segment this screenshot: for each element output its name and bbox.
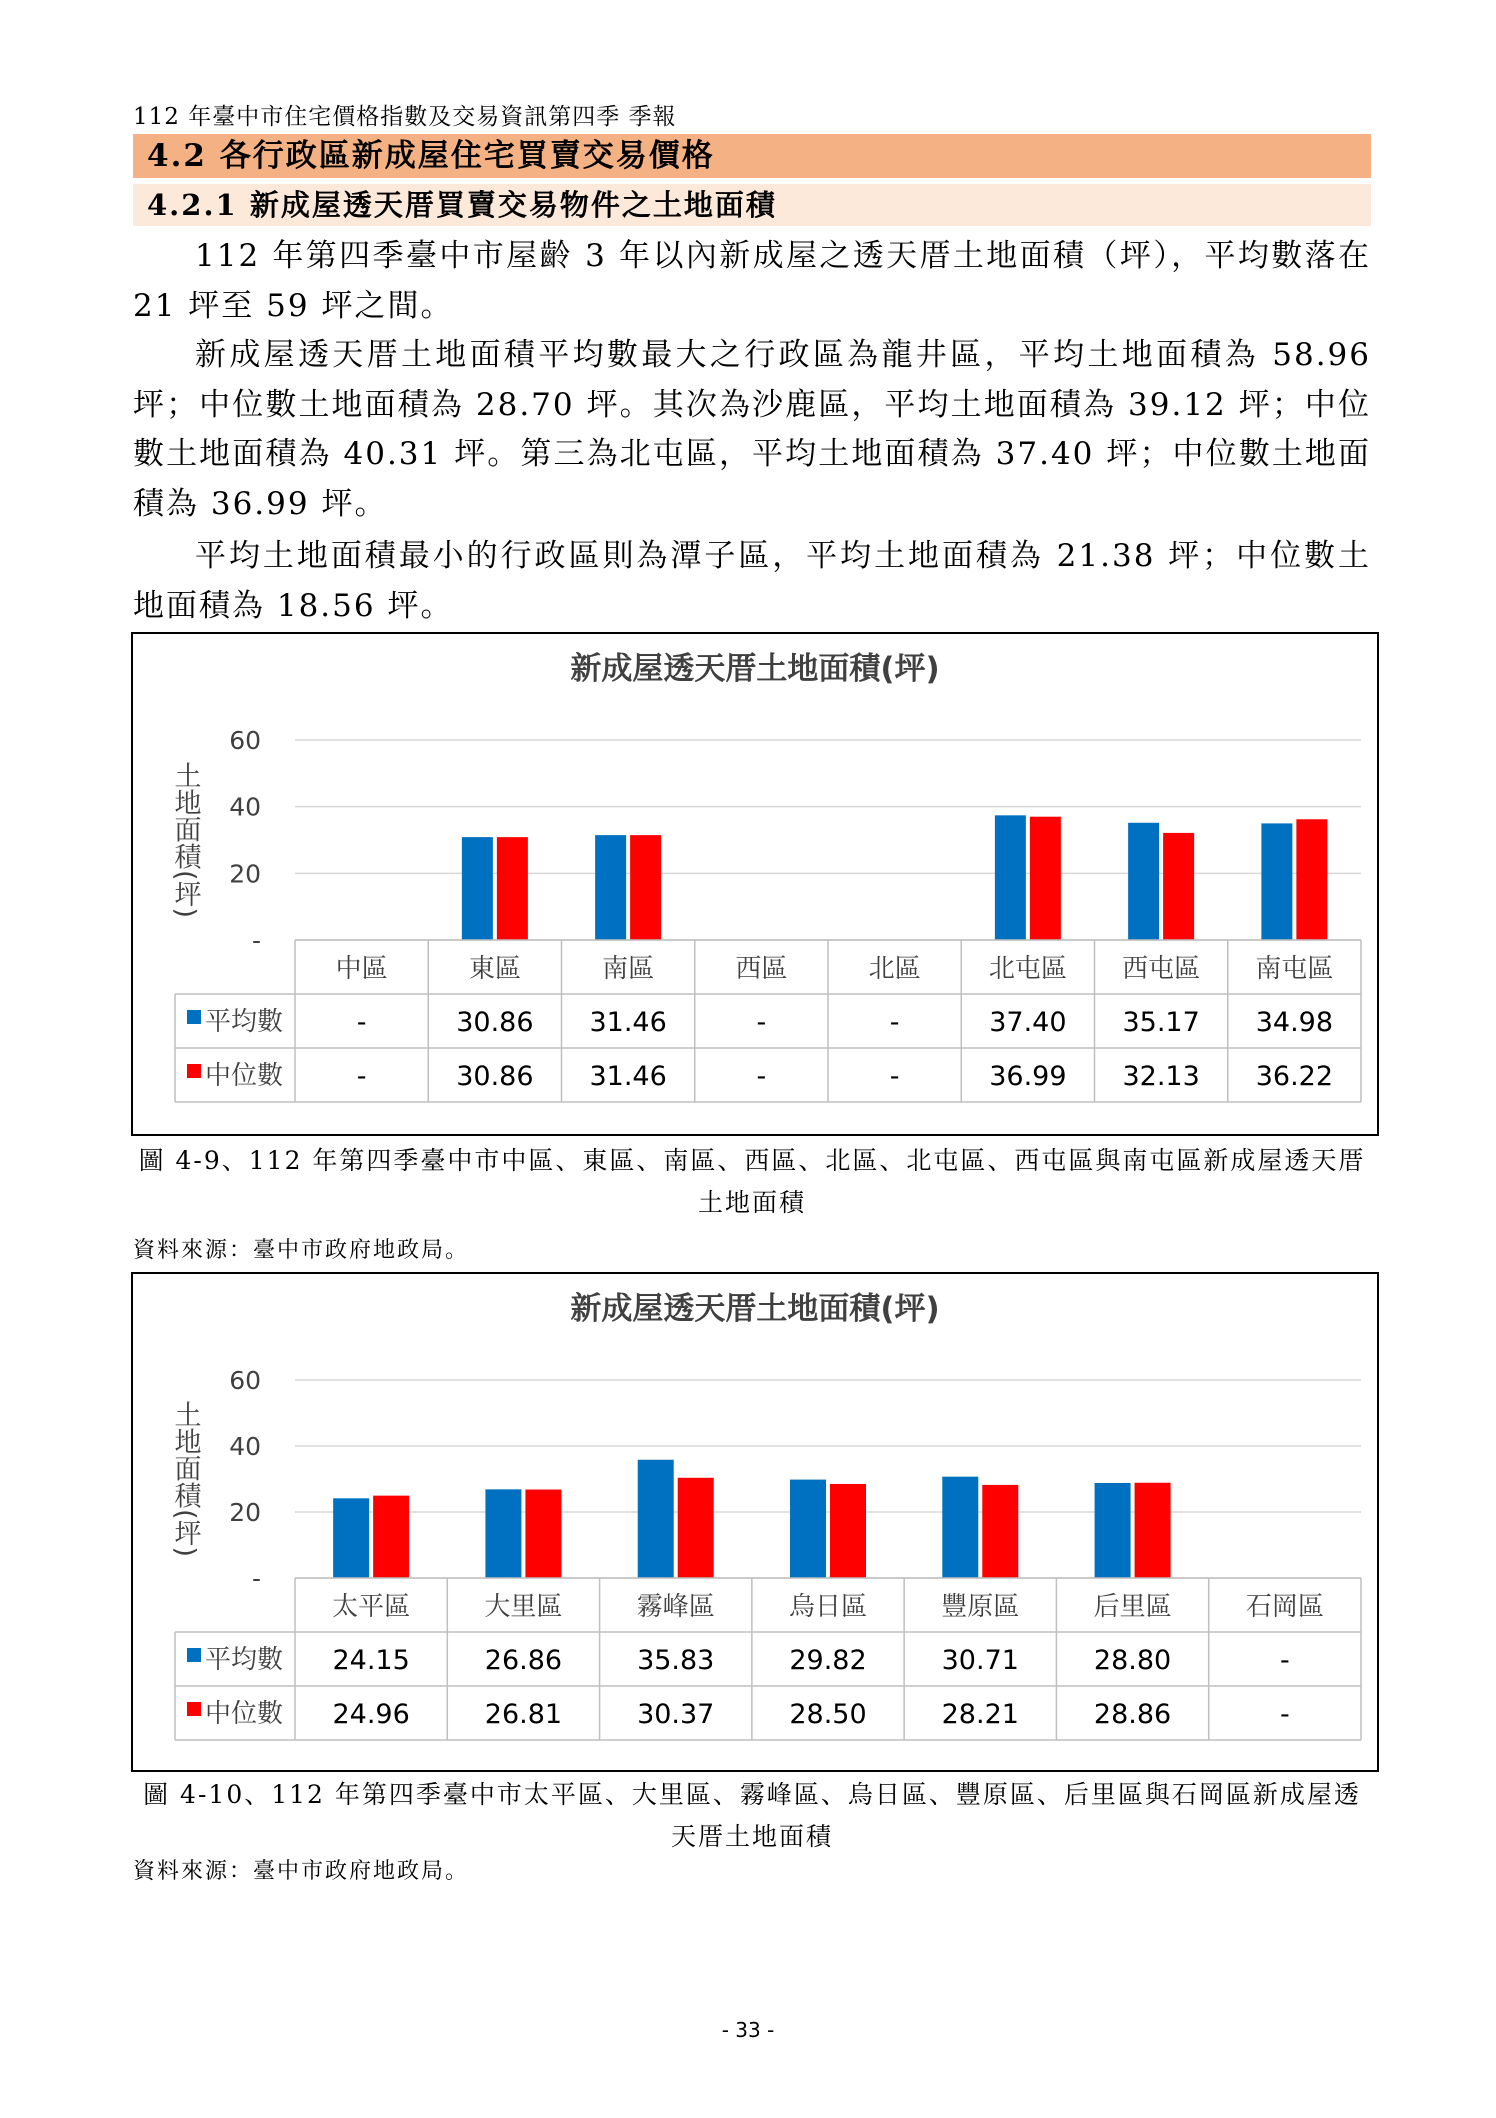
category-label: 太平區 [332,1592,411,1622]
y-axis-label: 土地面積(坪) [169,761,201,919]
data-label: 32.13 [1122,1061,1200,1092]
bar-mean [595,835,626,940]
category-label: 北屯區 [988,954,1067,984]
category-label: 中區 [335,954,388,984]
data-label: 28.86 [1093,1699,1172,1730]
category-label: 后里區 [1093,1592,1172,1622]
legend-label: 中位數 [205,1061,284,1091]
running-header: 112 年臺中市住宅價格指數及交易資訊第四季 季報 [133,104,677,130]
figure-caption: 圖 4-9、112 年第四季臺中市中區、東區、南區、西區、北區、北屯區、西屯區與南屯區新成屋透天厝土地面積 [138,1146,1366,1217]
category-label: 南屯區 [1255,954,1334,984]
data-label: - [356,1007,367,1038]
data-label: 31.46 [589,1007,667,1038]
y-tick-label: - [251,1564,261,1593]
chart-4-9 [131,632,1379,1136]
bar-mean [1095,1483,1131,1578]
data-source: 資料來源：臺中市政府地政局。 [133,1238,470,1263]
legend-label: 平均數 [205,1007,284,1037]
category-label: 石岡區 [1245,1592,1324,1622]
bar-median [1030,817,1061,940]
paragraph: 平均土地面積最小的行政區則為潭子區，平均土地面積為 21.38 坪；中位數土地面積為 18.56 坪。 [133,538,1371,624]
data-source: 資料來源：臺中市政府地政局。 [133,1859,470,1884]
section-heading: 4.2 各行政區新成屋住宅買賣交易價格 [133,134,1371,178]
figure-caption: 圖 4-10、112 年第四季臺中市太平區、大里區、霧峰區、烏日區、豐原區、后里區與石岡區新成屋透天厝土地面積 [143,1780,1361,1851]
data-label: - [356,1061,367,1092]
data-label: 37.40 [989,1007,1067,1038]
data-label: 31.46 [589,1061,667,1092]
data-label: - [756,1061,767,1092]
bar-mean [790,1480,826,1578]
data-label: 28.21 [941,1699,1019,1730]
bar-mean [333,1498,369,1578]
data-label: 26.86 [484,1645,563,1676]
bar-mean [942,1477,978,1578]
y-tick-label: 60 [229,726,261,755]
bar-median [373,1496,409,1578]
y-tick-label: 20 [229,859,261,889]
category-label: 烏日區 [788,1592,868,1622]
category-label: 大里區 [484,1592,563,1622]
data-label: 35.83 [637,1645,715,1676]
chart-title: 新成屋透天厝土地面積(坪) [570,651,940,687]
data-label: 24.96 [332,1699,410,1730]
category-label: 西屯區 [1122,954,1201,984]
y-tick-label: 60 [229,1366,261,1395]
data-label: 29.82 [789,1645,867,1676]
bar-mean [462,837,493,940]
legend-key [187,1064,201,1078]
bar-median [525,1490,561,1578]
legend-label: 平均數 [205,1645,284,1675]
data-label: 36.99 [989,1061,1067,1092]
bar-median [982,1485,1018,1578]
data-label: 30.37 [637,1699,715,1730]
y-tick-label: 20 [229,1498,261,1527]
data-label: 34.98 [1255,1007,1334,1038]
bar-median [1163,833,1194,940]
category-label: 霧峰區 [636,1592,715,1622]
bar-median [1296,819,1327,940]
bar-median [1135,1483,1171,1578]
bar-mean [1261,823,1292,940]
chart-4-10 [131,1272,1379,1772]
category-label: 東區 [468,954,521,984]
chart-4-10-svg [133,1274,1377,1770]
category-label: 豐原區 [941,1592,1020,1622]
data-label: - [889,1061,900,1092]
category-label: 北區 [868,954,921,984]
data-label: 35.17 [1122,1007,1200,1038]
y-tick-label: - [251,926,261,955]
bar-median [497,837,528,940]
y-tick-label: 40 [229,792,261,822]
data-label: - [1279,1645,1290,1676]
paragraph: 新成屋透天厝土地面積平均數最大之行政區為龍井區，平均土地面積為 58.96 坪；中位數土地面積為 28.70 坪。其次為沙鹿區，平均土地面積為 39.12 坪；中位數土地面積為 40.31 坪。第三為北屯區，平均土地面積為 37.40 坪；中位數土地面積為 36.99 坪。 [133,337,1371,522]
chart-title: 新成屋透天厝土地面積(坪) [570,1291,940,1327]
paragraph: 112 年第四季臺中市屋齡 3 年以內新成屋之透天厝土地面積（坪），平均數落在 21 坪至 59 坪之間。 [133,238,1371,324]
category-label: 南區 [602,954,655,984]
bar-median [678,1478,714,1578]
data-label: 28.80 [1093,1645,1172,1676]
bar-mean [1128,823,1159,940]
y-axis-label: 土地面積(坪) [169,1400,201,1558]
page-number: - 33 - [721,2018,775,2042]
legend-key [187,1648,201,1662]
bar-median [630,835,661,940]
legend-key [187,1010,201,1024]
data-label: - [756,1007,767,1038]
data-label: - [889,1007,900,1038]
bar-mean [638,1460,674,1578]
data-label: 24.15 [332,1645,410,1676]
chart-4-9-svg [133,634,1377,1134]
data-label: 36.22 [1255,1061,1334,1092]
legend-key [187,1702,201,1716]
data-label: 26.81 [484,1699,563,1730]
y-tick-label: 40 [229,1432,261,1461]
bar-mean [485,1489,521,1578]
bar-median [830,1484,866,1578]
data-label: 30.86 [456,1007,534,1038]
data-label: - [1279,1699,1290,1730]
legend-label: 中位數 [205,1699,284,1729]
category-label: 西區 [735,954,788,984]
subsection-heading: 4.2.1 新成屋透天厝買賣交易物件之土地面積 [133,184,1371,226]
bar-mean [995,815,1026,940]
data-label: 28.50 [789,1699,867,1730]
data-label: 30.86 [456,1061,534,1092]
data-label: 30.71 [941,1645,1019,1676]
